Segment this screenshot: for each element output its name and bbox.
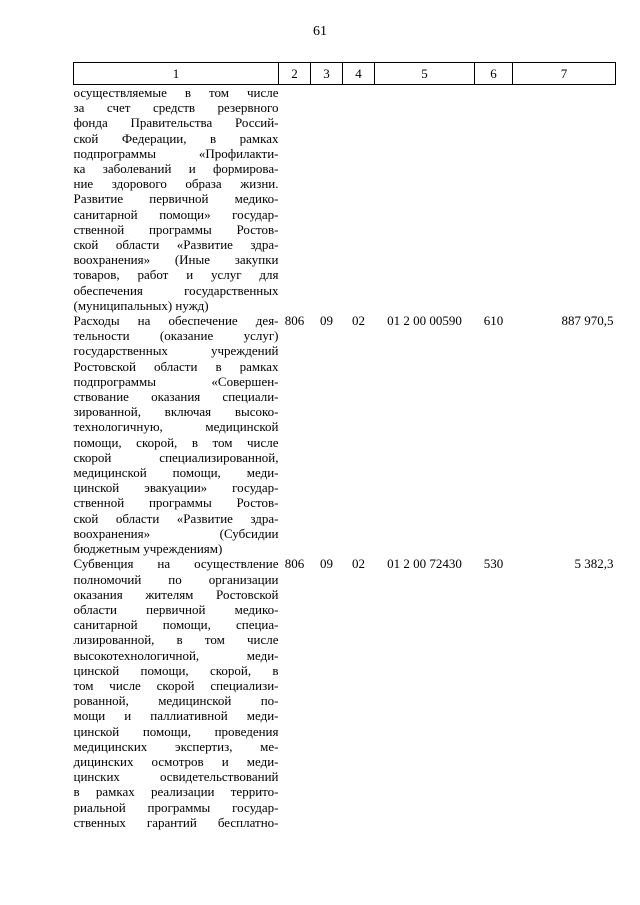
table-header <box>74 63 616 85</box>
description-line: цинской помощи, проведения <box>73 723 279 739</box>
description-line: области первичной медико- <box>73 601 279 617</box>
page-number: 61 <box>313 24 327 39</box>
description-line: ственной программы Ростов- <box>73 221 279 237</box>
cell-ministry-code <box>279 85 311 314</box>
description-line: мощи и паллиативной меди- <box>73 708 279 724</box>
description-line: ственной программы Ростов- <box>73 495 279 511</box>
budget-table <box>73 62 616 830</box>
cell-subsection <box>343 85 375 314</box>
description-line: ние здорового образа жизни. <box>73 176 279 192</box>
header-row <box>74 63 616 85</box>
description-line: помощи, скорой, в том числе <box>73 434 279 450</box>
description-line: воохранения» (Субсидии <box>73 525 279 541</box>
header-col-2: 2 <box>279 63 311 85</box>
description-line: за счет средств резервного <box>73 100 279 116</box>
description-line: Ростовской области в рамках <box>73 358 279 374</box>
header-col-6: 6 <box>475 63 513 85</box>
description-line: государственных учреждений <box>73 343 279 359</box>
header-col-5: 5 <box>375 63 475 85</box>
description-line: цинской эвакуации» государ- <box>73 480 279 496</box>
header-col-7: 7 <box>513 63 616 85</box>
description-line: дицинских осмотров и меди- <box>73 753 279 769</box>
cell-section: 09 <box>320 556 333 572</box>
table-row <box>74 85 616 314</box>
description-line: подпрограммы «Совершен- <box>73 373 279 389</box>
cell-ministry-code: 806 <box>284 313 305 329</box>
description-line: полномочий по организации <box>73 571 279 587</box>
description-line: товаров, работ и услуг для <box>73 267 279 283</box>
table-body <box>74 85 616 830</box>
description-line: Расходы на обеспечение дея- <box>73 313 279 329</box>
description-line: цинских освидетельствований <box>73 769 279 785</box>
description-line: цинской помощи, скорой, в <box>73 662 279 678</box>
description-line: ственных гарантий бесплатно- <box>73 814 279 830</box>
description-line: ской области «Развитие здра- <box>73 237 279 253</box>
description-line: технологичную, медицинской <box>73 419 279 435</box>
description-line: осуществляемые в том числе <box>73 85 279 100</box>
description-line: бюджетным учреждениям) <box>73 541 223 557</box>
table-row <box>74 313 616 556</box>
description-line: обеспечения государственных <box>73 282 279 298</box>
cell-ministry-code: 806 <box>284 556 305 572</box>
table-row <box>74 556 616 830</box>
row-description <box>74 85 279 314</box>
header-col-1: 1 <box>74 63 279 85</box>
description-line: лизированной, в том числе <box>73 632 279 648</box>
header-col-4: 4 <box>343 63 375 85</box>
description-line: высокотехнологичной, меди- <box>73 647 279 663</box>
description-line: (муниципальных) нужд) <box>73 297 209 313</box>
cell-subsection: 02 <box>352 313 365 329</box>
description-line: ствование оказания специали- <box>73 389 279 405</box>
description-line: медицинской помощи, меди- <box>73 465 279 481</box>
description-line: Субвенция на осуществление <box>73 556 279 572</box>
description-line: санитарной помощи, специа- <box>73 617 279 633</box>
description-line: скорой специализированной, <box>73 449 279 465</box>
cell-subsection: 02 <box>352 556 365 572</box>
description-line: рованной, медицинской по- <box>73 693 279 709</box>
description-line: ка заболеваний и формирова- <box>73 161 279 177</box>
cell-expense-type: 530 <box>483 556 504 572</box>
description-line: фонда Правительства Россий- <box>73 115 279 131</box>
description-line: подпрограммы «Профилакти- <box>73 145 279 161</box>
description-line: том числе скорой специализи- <box>73 677 279 693</box>
description-line: ской области «Развитие здра- <box>73 510 279 526</box>
cell-target-article: 01 2 00 00590 <box>387 313 462 329</box>
description-line: риальной программы государ- <box>73 799 279 815</box>
cell-section: 09 <box>320 313 333 329</box>
description-line: медицинских экспертиз, ме- <box>73 738 279 754</box>
description-line: воохранения» (Иные закупки <box>73 252 279 268</box>
description-line: зированной, включая высоко- <box>73 404 279 420</box>
description-line: Развитие первичной медико- <box>73 191 279 207</box>
row-description <box>74 556 279 830</box>
description-line: ской Федерации, в рамках <box>73 130 279 146</box>
cell-target-article <box>375 85 475 314</box>
description-line: в рамках реализации террито- <box>73 784 279 800</box>
description-line: оказания жителям Ростовской <box>73 586 279 602</box>
cell-target-article: 01 2 00 72430 <box>387 556 462 572</box>
cell-amount <box>513 85 616 314</box>
cell-amount: 887 970,5 <box>561 313 614 329</box>
cell-expense-type <box>475 85 513 314</box>
cell-amount: 5 382,3 <box>574 556 614 572</box>
cell-expense-type: 610 <box>483 313 504 329</box>
row-description <box>74 313 279 556</box>
header-col-3: 3 <box>311 63 343 85</box>
description-line: санитарной помощи» государ- <box>73 206 279 222</box>
description-line: тельности (оказание услуг) <box>73 328 279 344</box>
cell-section <box>311 85 343 314</box>
